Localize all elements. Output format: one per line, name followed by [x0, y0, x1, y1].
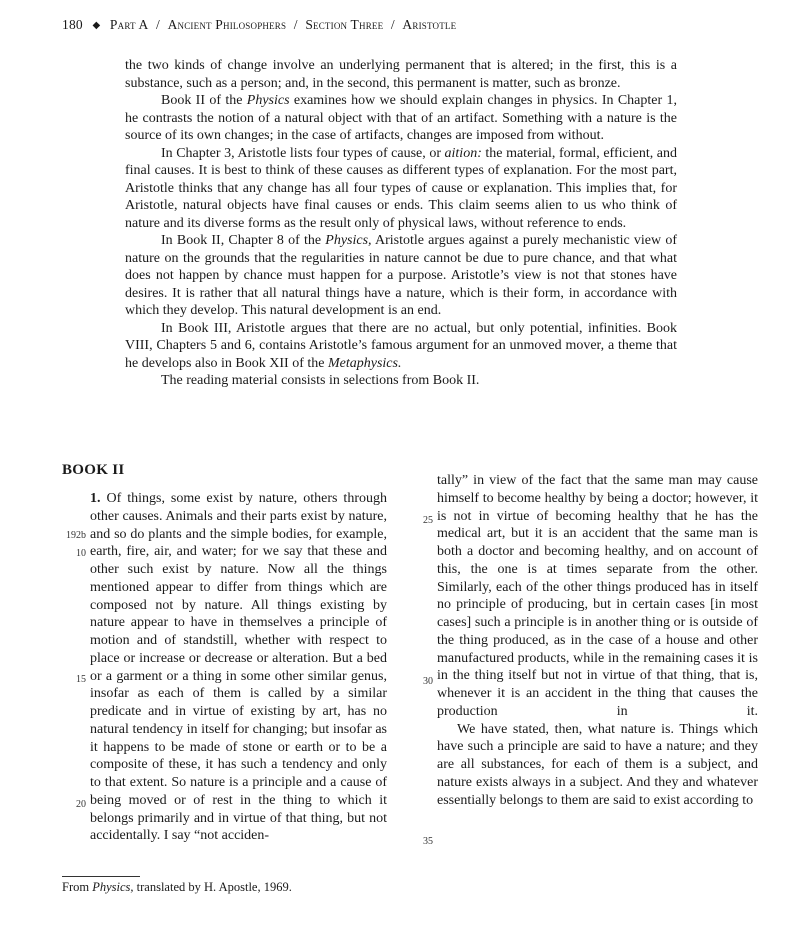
line-number: 10 — [76, 548, 86, 559]
page-number: 180 — [62, 17, 83, 32]
header-separator: / — [293, 17, 298, 32]
intro-text: the material, formal, efficient, and final causes. It is best to think of these causes as different types of explanation. For the most part, Aristotle thinks that any change has all four types of cause or explanation. This implies that, for Aristotle, natural objects have final causes or ends. This claim seems alien to us who think of nature and its diverse forms as the result only of physical laws, without reference to ends. — [125, 145, 677, 231]
line-number: 35 — [423, 836, 433, 847]
line-number: 20 — [76, 799, 86, 810]
intro-paragraph — [125, 145, 677, 233]
intro-text: In Book II, Chapter 8 of the — [161, 233, 326, 248]
diamond-icon: ◆ — [92, 20, 101, 31]
introduction — [125, 57, 677, 390]
intro-paragraph — [125, 232, 677, 320]
header-separator: / — [156, 17, 160, 32]
footnote-text: From — [62, 880, 93, 894]
intro-text: Aristotle argues against a purely mechanistic view of nature on the grounds that the regularities in nature cannot be due to pure chance, and that what does not happen by chance must happen for a purpose. Aristotle’s view is not that stones have desires. It is rather that all natural things have a nature, which is their form, in accordance with which they develop. This natural development is an end. — [125, 233, 677, 318]
column-paragraph: tally” in view of the fact that the same man may cause himself to become healthy by being a doctor; however, it is not in virtue of becoming healthy that he has the medical art, but it is an accident that the same man is both a doctor and becoming healthy, and on account of this, the one is at times separate from the other. Similarly, each of the other things produced has in itself no principle of producing, but in certain cases [in most cases] such a principle is in another thing or is outside of the thing produced, as in the case of a house and other manufactured products, while in the remaining cases it is in the thing itself but not in virtue of that thing, that is, whenever it is an accident in the thing that causes the production in it. — [437, 473, 758, 719]
header-author: Aristotle — [402, 17, 457, 32]
intro-paragraph: The reading material consists in selections from Book II. — [161, 373, 480, 388]
intro-text: examines how we should explain changes in physics. In Chapter 1, he contrasts the notion of a natural object with that of an artifact. Something with a nature is the source of its own changes; in the case of artifacts, changes are imposed from without. — [125, 93, 677, 143]
footnote-title: Physics, — [92, 880, 134, 894]
intro-italic: Physics — [246, 93, 290, 108]
intro-text: In Book III, Aristotle argues that there are no actual, but only potential, infinities. Book VIII, Chapters 5 and 6, contains Aristotle’s famous argument for an unmoved mover, a theme that he develops also in Book XII of the — [125, 320, 677, 371]
line-number: 15 — [76, 674, 86, 685]
intro-italic: Metaphysics. — [327, 355, 402, 371]
section-number: 1. — [90, 491, 101, 506]
header-part: Part A — [109, 17, 149, 32]
footnote-rule — [62, 876, 140, 877]
header-separator: / — [390, 17, 395, 32]
footnote — [62, 880, 292, 895]
intro-text: Book II of the — [161, 93, 247, 108]
right-column — [437, 472, 758, 809]
column-paragraph: We have stated, then, what nature is. Things which have such a principle are said to have a nature; and they are all substances, for each of them is a subject, and nature exists always in a subject. And they and whatever essentially belongs to them are said to exist according to — [437, 721, 758, 808]
line-number: 25 — [423, 515, 433, 526]
column-text: Of things, some exist by nature, others through other causes. Animals and their parts exist by nature, and so do plants and the simple bodies, for example, earth, fire, air, and water; for we say that these and other such exist by nature. Now all the things mentioned appear to differ from things which are composed not by nature. All things existing by nature appear to have in themselves a principle of motion and of standstill, whether with respect to place or increase or decrease or alteration. But a bed or a garment or a thing in some other similar genus, insofar as each of them is called by a similar predicate and in virtue of existing by art, has no natural tendency in itself for changing; but insofar as it happens to be made of stone or earth or to be a composite of these, it has such a tendency and only to that extent. So nature is a principle and a cause of being moved or of rest in the thing to which it belongs primarily and in virtue of that thing, but not accidentally. I say “not acciden- — [90, 491, 387, 844]
intro-italic: aition: — [444, 145, 482, 161]
intro-text: In Chapter 3, Aristotle lists four types of cause, or — [161, 145, 445, 161]
column-paragraph — [90, 490, 387, 845]
intro-paragraph — [125, 320, 677, 373]
book-heading: BOOK II — [62, 462, 125, 478]
intro-paragraph: the two kinds of change involve an underlying permanent that is altered; in the first, this is a substance, such as a person; and, in the second, this permanent is matter, such as bronze. — [125, 58, 677, 91]
header-section-group: Ancient Philosophers — [167, 17, 287, 32]
footnote-text: translated by H. Apostle, 1969. — [133, 880, 292, 894]
running-header — [62, 17, 742, 33]
left-column — [90, 490, 387, 845]
line-number: 192b — [66, 530, 86, 541]
header-section: Section Three — [305, 17, 384, 32]
line-number: 30 — [423, 676, 433, 687]
intro-italic: Physics, — [325, 233, 372, 248]
intro-paragraph — [125, 92, 677, 145]
